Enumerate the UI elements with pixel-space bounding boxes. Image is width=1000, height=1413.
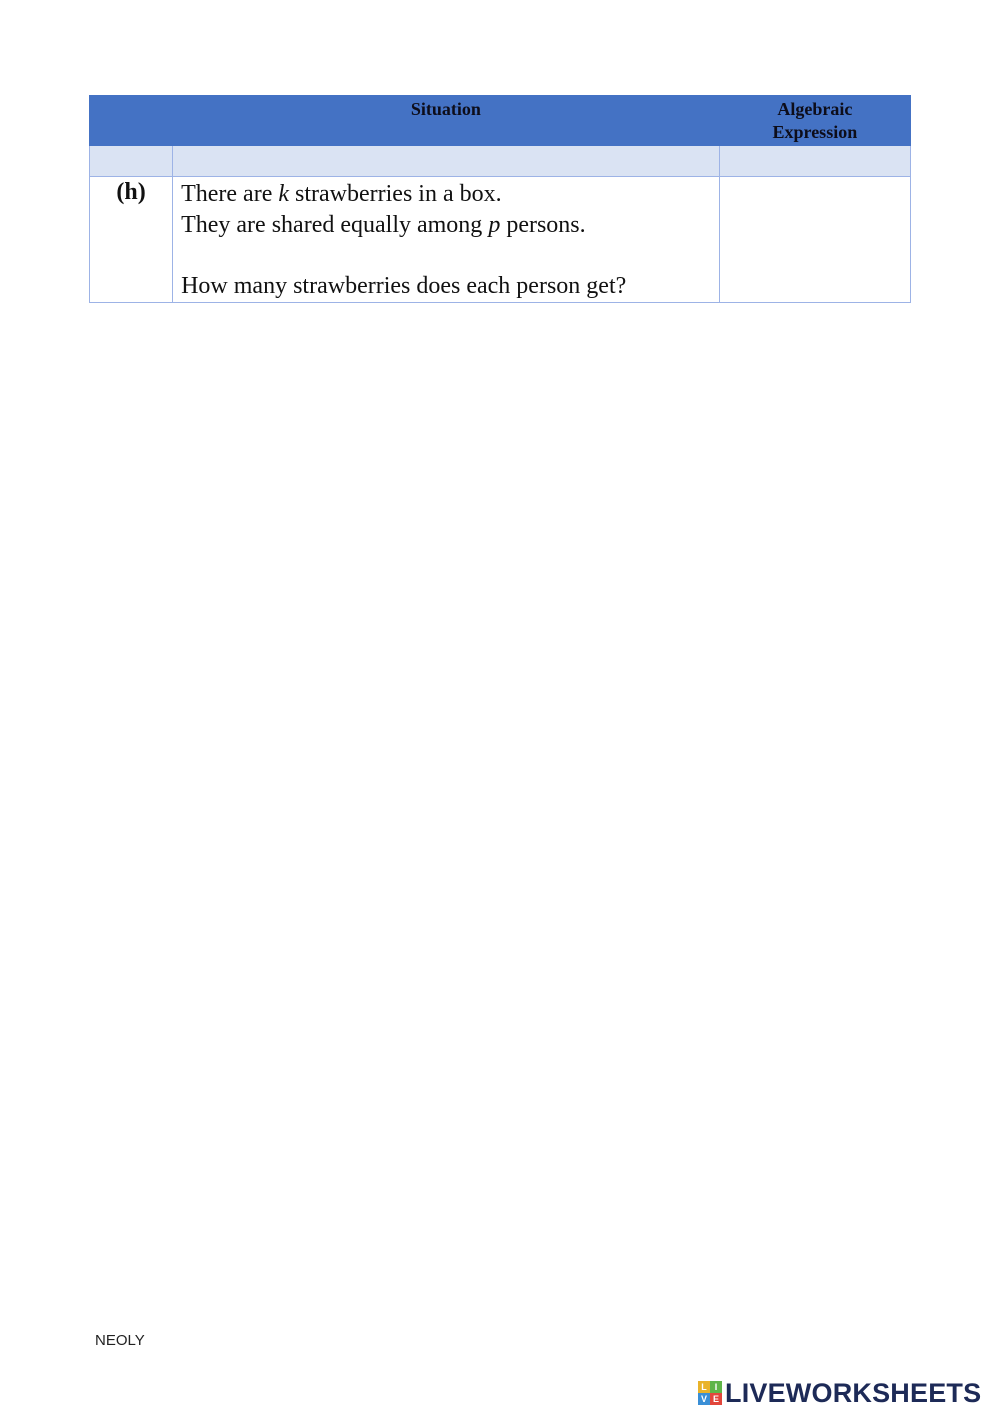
table-band-row xyxy=(90,146,911,177)
situation-line-2: They are shared equally among p persons. xyxy=(181,212,586,238)
worksheet-table xyxy=(89,95,911,303)
table-row xyxy=(90,177,911,303)
variable-k: k xyxy=(278,181,290,207)
header-situation: Situation xyxy=(173,96,720,146)
header-expression-line2: Expression xyxy=(772,122,858,142)
liveworksheets-logo-icon: L I V E xyxy=(698,1381,722,1405)
header-algebraic-expression xyxy=(719,96,910,146)
brand-name: LIVEWORKSHEETS xyxy=(725,1377,982,1408)
question-label: (h) xyxy=(90,177,173,303)
band-cell xyxy=(719,146,910,177)
author-name: NEOLY xyxy=(95,1332,145,1349)
table-header-row xyxy=(90,96,911,146)
variable-p: p xyxy=(488,212,501,238)
answer-cell[interactable] xyxy=(719,177,910,303)
band-cell xyxy=(173,146,720,177)
header-label-cell xyxy=(90,96,173,146)
situation-line-1: There are k strawberries in a box. xyxy=(181,181,502,207)
situation-question: How many strawberries does each person get? xyxy=(181,273,627,299)
band-cell xyxy=(90,146,173,177)
header-expression-line1: Algebraic xyxy=(777,99,853,119)
liveworksheets-brand xyxy=(698,1378,981,1408)
question-situation xyxy=(173,177,720,303)
